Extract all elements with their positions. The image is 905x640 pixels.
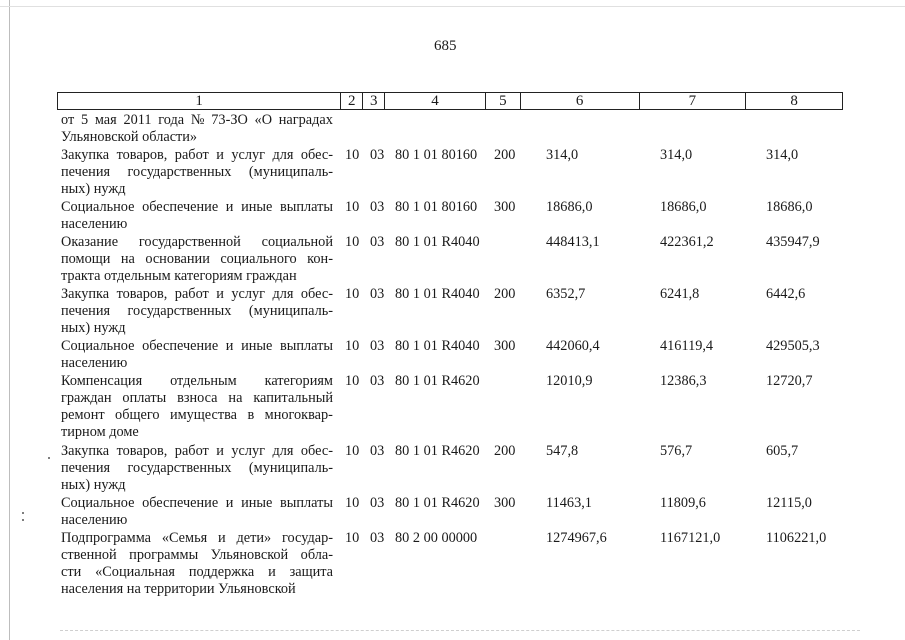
row-description-line: [61, 199, 333, 216]
row-description-word: граждан: [61, 390, 112, 406]
row-description-word: взноса: [177, 390, 218, 406]
row-description-word: дети»: [236, 530, 272, 546]
row-section: 10: [345, 338, 360, 354]
row-description-word: (муниципаль-: [248, 164, 333, 180]
row-expense-type: 300: [494, 199, 516, 215]
row-description-line: населения на территории Ульяновской: [61, 581, 296, 597]
row-description-word: 5: [80, 112, 89, 128]
row-description-word: государственных: [127, 303, 232, 319]
row-description-word: печения: [61, 164, 111, 180]
row-description-word: мая: [94, 112, 117, 128]
row-description-word: Компенсация: [61, 373, 143, 389]
row-description-line: [61, 564, 333, 581]
row-description-word: Подпрограмма: [61, 530, 151, 546]
row-amount-col8: 1106221,0: [766, 530, 827, 546]
scan-bottom-artifact: [60, 630, 860, 632]
row-description-line: [61, 286, 333, 303]
row-description-word: общего: [115, 407, 160, 423]
row-description-word: для: [272, 286, 294, 302]
row-description-word: обеспечение: [142, 495, 219, 511]
row-description-word: работ: [174, 286, 209, 302]
row-description-line: населению: [61, 216, 128, 232]
row-amount-col7: 6241,8: [660, 286, 700, 302]
row-description: [61, 286, 333, 337]
row-expense-type: 200: [494, 443, 516, 459]
row-description: [61, 112, 333, 146]
row-amount-col6: 1274967,6: [546, 530, 607, 546]
row-description-word: иные: [241, 495, 273, 511]
row-description-word: категориям: [264, 373, 333, 389]
row-section: 10: [345, 530, 360, 546]
row-section: 10: [345, 495, 360, 511]
row-description-word: Ульяновской: [210, 547, 289, 563]
scan-left-edge: [9, 0, 10, 640]
row-description-word: ремонт: [61, 407, 105, 423]
row-description-word: Социальное: [61, 199, 135, 215]
table-header-row: [57, 92, 843, 110]
row-description-word: и: [216, 147, 224, 163]
row-amount-col6: 18686,0: [546, 199, 593, 215]
row-amount-col6: 12010,9: [546, 373, 593, 389]
row-subsection: 03: [370, 199, 385, 215]
row-amount-col6: 314,0: [546, 147, 579, 163]
row-description-word: «О: [254, 112, 273, 128]
row-description-word: в: [247, 407, 255, 423]
row-target-code: 80 1 01 R4620: [395, 495, 480, 511]
row-description-word: (муниципаль-: [248, 460, 333, 476]
row-description-word: социального: [220, 251, 297, 267]
row-description-line: [61, 112, 333, 129]
row-description-word: на: [120, 251, 135, 267]
row-description-word: работ: [174, 147, 209, 163]
row-description-word: для: [272, 443, 294, 459]
row-description-word: работ: [174, 443, 209, 459]
row-description-word: обес-: [300, 147, 333, 163]
scan-speck: [48, 457, 50, 459]
row-target-code: 80 1 01 80160: [395, 199, 478, 215]
row-description-word: Закупка: [61, 443, 110, 459]
row-description-word: и: [225, 495, 234, 511]
row-amount-col7: 11809,6: [660, 495, 706, 511]
row-description: [61, 530, 333, 598]
row-description-line: ных) нужд: [61, 181, 126, 197]
row-description-word: Оказание: [61, 234, 119, 250]
row-description-line: [61, 338, 333, 355]
row-section: 10: [345, 373, 360, 389]
row-description-word: и: [225, 338, 234, 354]
row-description-word: обла-: [300, 547, 333, 563]
header-col-6: 6: [521, 93, 640, 109]
row-subsection: 03: [370, 373, 385, 389]
header-col-5: 5: [486, 93, 521, 109]
row-description: [61, 373, 333, 441]
row-description-word: для: [272, 147, 294, 163]
row-description-word: Социальное: [61, 338, 135, 354]
row-description-word: от: [61, 112, 75, 128]
row-expense-type: 300: [494, 495, 516, 511]
row-description: [61, 338, 333, 372]
header-col-7: 7: [640, 93, 747, 109]
row-description-word: социальной: [261, 234, 333, 250]
row-description-line: [61, 495, 333, 512]
row-subsection: 03: [370, 286, 385, 302]
row-description-line: Ульяновской области»: [61, 129, 198, 145]
row-description-word: услуг: [231, 147, 265, 163]
row-description-word: услуг: [231, 286, 265, 302]
row-description-word: помощи: [61, 251, 111, 267]
row-target-code: 80 1 01 R4620: [395, 443, 480, 459]
row-amount-col7: 314,0: [660, 147, 693, 163]
row-description-line: [61, 547, 333, 564]
row-description-word: наградах: [278, 112, 333, 128]
row-description-word: и: [268, 564, 276, 580]
row-description-word: года: [158, 112, 185, 128]
row-target-code: 80 1 01 R4040: [395, 286, 480, 302]
row-description-word: выплаты: [279, 495, 333, 511]
row-description-line: ных) нужд: [61, 477, 126, 493]
row-amount-col8: 6442,6: [766, 286, 806, 302]
row-description-word: «Семья: [161, 530, 208, 546]
row-target-code: 80 1 01 R4620: [395, 373, 480, 389]
row-amount-col7: 422361,2: [660, 234, 714, 250]
row-target-code: 80 1 01 R4040: [395, 338, 480, 354]
row-section: 10: [345, 199, 360, 215]
row-amount-col8: 605,7: [766, 443, 799, 459]
row-amount-col8: 314,0: [766, 147, 799, 163]
row-description-line: тирном доме: [61, 424, 139, 440]
header-col-8: 8: [790, 93, 798, 109]
row-section: 10: [345, 234, 360, 250]
row-description-word: на: [228, 390, 243, 406]
row-description-word: и: [216, 443, 224, 459]
row-amount-col6: 448413,1: [546, 234, 600, 250]
row-amount-col8: 429505,3: [766, 338, 820, 354]
row-description-word: отдельным: [170, 373, 237, 389]
row-description-word: выплаты: [279, 199, 333, 215]
row-subsection: 03: [370, 443, 385, 459]
row-target-code: 80 1 01 80160: [395, 147, 478, 163]
row-description-word: и: [225, 199, 234, 215]
row-amount-col8: 18686,0: [766, 199, 813, 215]
row-description-line: [61, 147, 333, 164]
row-description-word: обес-: [300, 443, 333, 459]
row-section: 10: [345, 286, 360, 302]
row-description-word: государ-: [282, 530, 333, 546]
row-amount-col8: 435947,9: [766, 234, 820, 250]
header-col-2: 2: [341, 93, 363, 109]
row-description-word: выплаты: [279, 338, 333, 354]
row-description-word: (муниципаль-: [248, 303, 333, 319]
row-amount-col7: 18686,0: [660, 199, 707, 215]
header-col-3: 3: [363, 93, 385, 109]
row-description-word: иные: [241, 199, 273, 215]
row-description-line: [61, 390, 333, 407]
row-description-word: государственной: [138, 234, 241, 250]
row-description-word: Социальное: [61, 495, 135, 511]
header-col-4: 4: [385, 93, 486, 109]
scan-speck: [22, 512, 24, 514]
row-description-word: кон-: [307, 251, 333, 267]
row-description-line: [61, 234, 333, 251]
scan-speck: [22, 519, 24, 521]
row-description-line: ных) нужд: [61, 320, 126, 336]
row-subsection: 03: [370, 234, 385, 250]
row-description-word: Закупка: [61, 147, 110, 163]
row-subsection: 03: [370, 338, 385, 354]
row-description-word: и: [218, 530, 226, 546]
row-description-line: [61, 164, 333, 181]
row-amount-col6: 11463,1: [546, 495, 592, 511]
row-subsection: 03: [370, 147, 385, 163]
row-description-word: иные: [241, 338, 273, 354]
row-target-code: 80 1 01 R4040: [395, 234, 480, 250]
row-description-word: имущества: [169, 407, 237, 423]
row-expense-type: 200: [494, 147, 516, 163]
row-description-line: тракта отдельным категориям граждан: [61, 268, 297, 284]
row-description-line: [61, 460, 333, 477]
row-section: 10: [345, 443, 360, 459]
row-description-word: государственных: [127, 460, 232, 476]
row-description-word: Закупка: [61, 286, 110, 302]
row-description-word: услуг: [231, 443, 265, 459]
row-description-word: сти: [61, 564, 82, 580]
row-description-line: населению: [61, 512, 128, 528]
row-description-word: товаров,: [116, 286, 168, 302]
row-description-word: товаров,: [116, 443, 168, 459]
row-description-word: №: [190, 112, 205, 128]
row-description: [61, 199, 333, 233]
row-target-code: 80 2 00 00000: [395, 530, 478, 546]
row-description: [61, 495, 333, 529]
row-description-word: обеспечение: [142, 338, 219, 354]
row-description-word: программы: [129, 547, 199, 563]
row-description-word: защита: [289, 564, 333, 580]
row-description-word: «Социальная: [95, 564, 175, 580]
row-description-word: государственных: [127, 164, 232, 180]
row-description-word: и: [216, 286, 224, 302]
row-description-word: оплаты: [122, 390, 167, 406]
row-description-word: печения: [61, 303, 111, 319]
row-description-line: населению: [61, 355, 128, 371]
row-description-word: товаров,: [116, 147, 168, 163]
row-description-word: многоквар-: [264, 407, 333, 423]
row-subsection: 03: [370, 530, 385, 546]
row-description-word: обес-: [300, 286, 333, 302]
row-description-word: 73-ЗО: [211, 112, 248, 128]
row-section: 10: [345, 147, 360, 163]
row-amount-col7: 12386,3: [660, 373, 707, 389]
page-number: 685: [434, 38, 457, 54]
row-amount-col7: 1167121,0: [660, 530, 721, 546]
row-description-word: 2011: [123, 112, 152, 128]
row-expense-type: 300: [494, 338, 516, 354]
row-description-line: [61, 443, 333, 460]
row-description-word: обеспечение: [142, 199, 219, 215]
row-amount-col8: 12115,0: [766, 495, 812, 511]
header-col-1: 1: [58, 93, 341, 109]
row-amount-col6: 547,8: [546, 443, 579, 459]
row-description-line: [61, 251, 333, 268]
row-description-word: ственной: [61, 547, 117, 563]
row-description: [61, 147, 333, 198]
row-description-line: [61, 303, 333, 320]
row-description-word: поддержка: [188, 564, 255, 580]
row-amount-col6: 6352,7: [546, 286, 586, 302]
row-expense-type: 200: [494, 286, 516, 302]
scan-top-edge: [0, 6, 905, 7]
row-description-word: печения: [61, 460, 111, 476]
row-amount-col7: 416119,4: [660, 338, 714, 354]
row-description-line: [61, 373, 333, 390]
row-description-word: основании: [145, 251, 210, 267]
row-subsection: 03: [370, 495, 385, 511]
row-amount-col7: 576,7: [660, 443, 693, 459]
row-amount-col6: 442060,4: [546, 338, 600, 354]
row-description: [61, 443, 333, 494]
row-description-line: [61, 407, 333, 424]
row-description-line: [61, 530, 333, 547]
row-description-word: капитальный: [253, 390, 333, 406]
row-amount-col8: 12720,7: [766, 373, 813, 389]
row-description: [61, 234, 333, 285]
